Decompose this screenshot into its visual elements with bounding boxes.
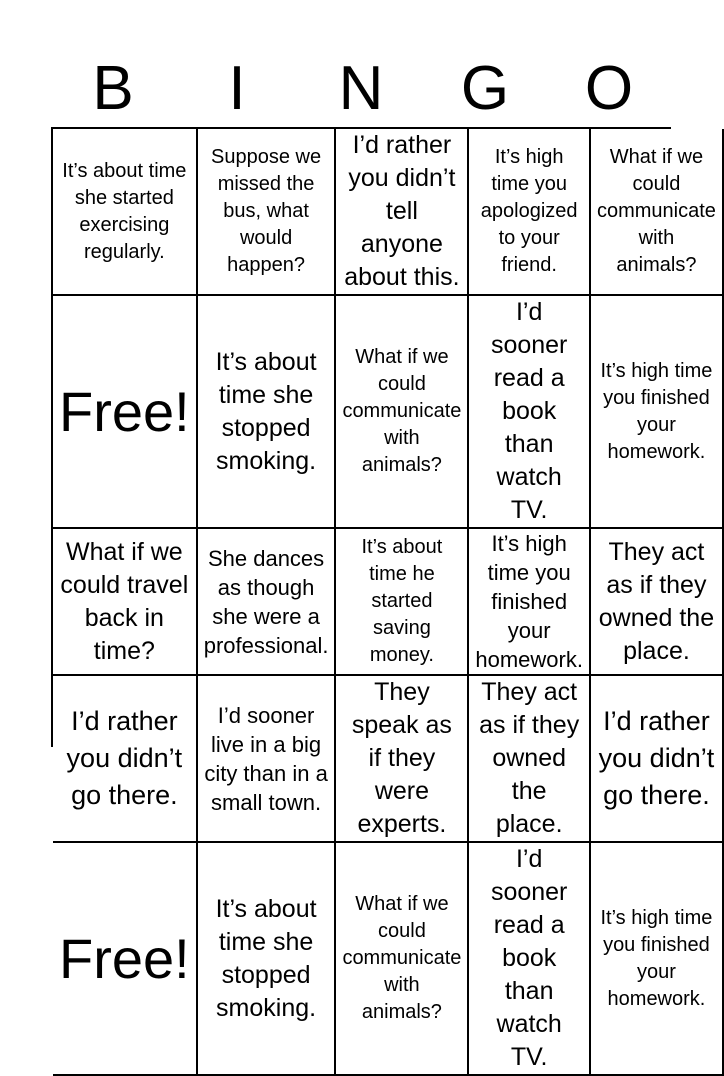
cell-text: What if we could communicate with animals?: [596, 146, 716, 276]
bingo-cell[interactable]: [469, 843, 591, 1076]
bingo-cell[interactable]: [469, 529, 591, 676]
bingo-header: [51, 52, 671, 126]
bingo-cell[interactable]: [469, 129, 591, 296]
bingo-cell[interactable]: [53, 529, 198, 676]
cell-text: I’d sooner live in a big city than in a small town.: [204, 702, 328, 815]
cell-text: I’d sooner read a book than watch TV.: [490, 845, 568, 1071]
cell-text: She dances as though she were a professional.: [203, 545, 329, 658]
bingo-cell[interactable]: [336, 296, 469, 529]
bingo-cell[interactable]: [469, 296, 591, 529]
bingo-card-grid: [51, 127, 716, 1071]
cell-text: They act as if they owned the place.: [598, 537, 715, 665]
header-letter-n: N: [338, 54, 384, 123]
cell-text: It’s high time you finished your homework.: [600, 359, 713, 463]
cell-text: I’d sooner read a book than watch TV.: [490, 298, 568, 524]
free-space-text: Free!: [59, 926, 190, 990]
cell-text: It’s high time you finished your homework.: [600, 906, 713, 1010]
cell-text: It’s high time you apologized to your friend.: [480, 146, 578, 276]
cell-text: I’d rather you didn’t go there.: [66, 706, 183, 810]
bingo-cell[interactable]: [198, 129, 337, 296]
header-letter-g: G: [460, 54, 510, 123]
bingo-cell[interactable]: [198, 529, 337, 676]
bingo-cell-free[interactable]: [53, 843, 198, 1076]
cell-text: It’s about time she stopped smoking.: [215, 347, 317, 475]
bingo-cell[interactable]: [591, 296, 724, 529]
bingo-cell[interactable]: [336, 529, 469, 676]
bingo-cell-free[interactable]: [53, 296, 198, 529]
cell-text: It’s about time he started saving money.: [361, 536, 443, 666]
cell-text: What if we could travel back in time?: [60, 537, 189, 665]
cell-text: It’s high time you finished your homework.: [475, 531, 583, 672]
cell-text: They act as if they owned the place.: [479, 678, 580, 838]
cell-text: What if we could communicate with animals?: [342, 893, 462, 1023]
bingo-cell[interactable]: [336, 129, 469, 296]
free-space-text: Free!: [59, 379, 190, 443]
bingo-cell[interactable]: [469, 676, 591, 843]
bingo-cell[interactable]: [336, 843, 469, 1076]
header-letter-i: I: [228, 54, 246, 123]
cell-text: I’d rather you didn’t tell anyone about this.: [344, 131, 460, 291]
bingo-cell[interactable]: [591, 529, 724, 676]
cell-text: It’s about time she started exercising regularly.: [62, 159, 187, 263]
bingo-cell[interactable]: [198, 296, 337, 529]
bingo-cell[interactable]: [53, 129, 198, 296]
cell-text: I’d rather you didn’t go there.: [598, 706, 715, 810]
bingo-cell[interactable]: [198, 676, 337, 843]
bingo-cell[interactable]: [336, 676, 469, 843]
bingo-cell[interactable]: [591, 129, 724, 296]
cell-text: What if we could communicate with animals?: [342, 346, 462, 476]
bingo-cell[interactable]: [198, 843, 337, 1076]
cell-text: It’s about time she stopped smoking.: [215, 894, 317, 1022]
header-letter-b: B: [92, 54, 134, 123]
bingo-cell[interactable]: [591, 843, 724, 1076]
header-letter-o: O: [584, 54, 634, 123]
bingo-cell[interactable]: [591, 676, 724, 843]
bingo-cell[interactable]: [53, 676, 198, 843]
cell-text: They speak as if they were experts.: [351, 678, 452, 838]
cell-text: Suppose we missed the bus, what would happen?: [211, 146, 322, 276]
